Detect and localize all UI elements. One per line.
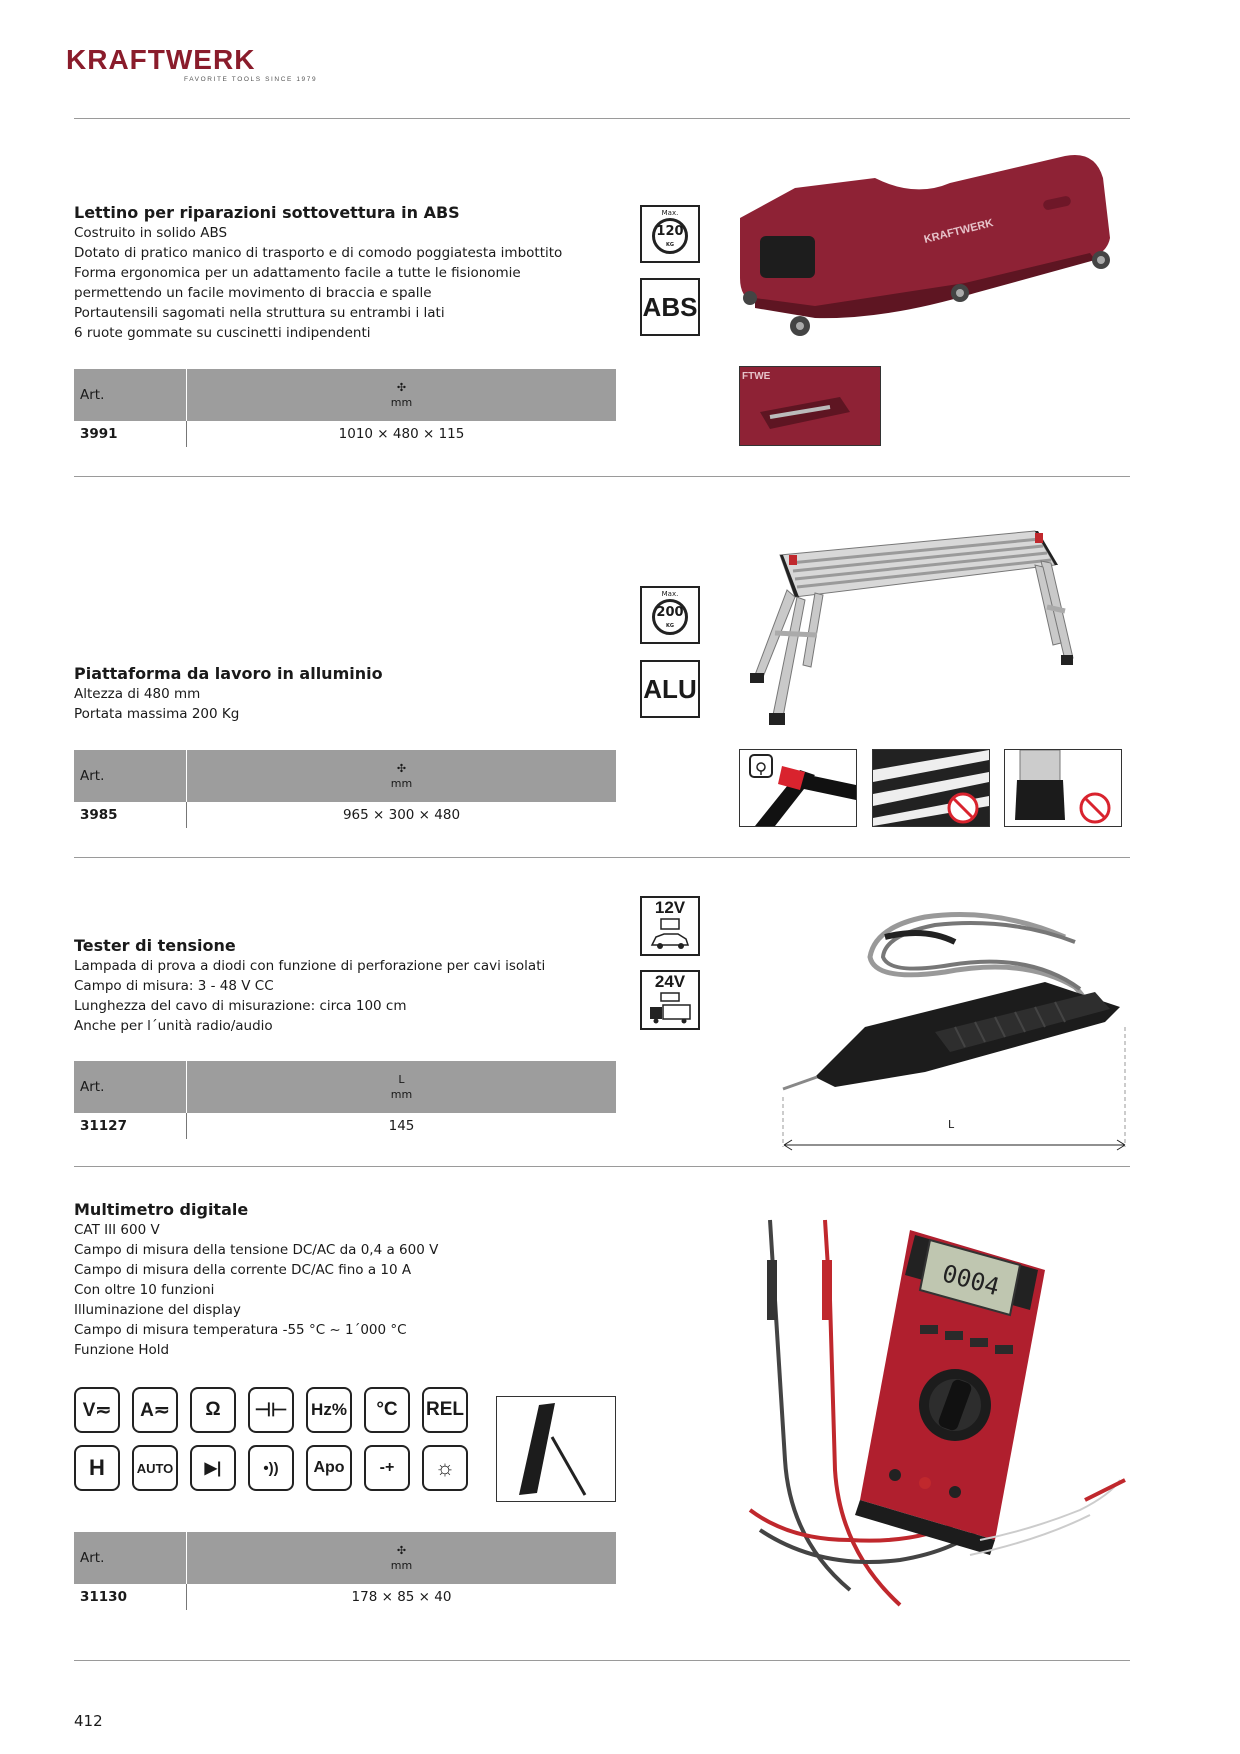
col-art: Art. bbox=[74, 750, 187, 802]
brand-logo bbox=[66, 46, 317, 83]
brand-tagline: FAVORITE TOOLS SINCE 1979 bbox=[184, 76, 318, 83]
product-title: Multimetro digitale bbox=[74, 1200, 249, 1219]
lock-hinge-image bbox=[740, 750, 856, 826]
voltage-label: 24V bbox=[654, 972, 686, 991]
rubber-foot-image bbox=[1005, 750, 1121, 826]
max-label: Max. bbox=[661, 590, 679, 598]
product-title: Piattaforma da lavoro in alluminio bbox=[74, 664, 383, 683]
table-row bbox=[74, 1584, 616, 1610]
description-line: Dotato di pratico manico di trasporto e di comodo poggiatesta imbottito bbox=[74, 245, 563, 261]
move-arrows-icon: ✣ bbox=[396, 381, 407, 394]
col-unit: mm bbox=[390, 1088, 413, 1101]
product-description bbox=[74, 1220, 438, 1360]
description-line: permettendo un facile movimento di braccia e spalle bbox=[74, 285, 432, 301]
continuity-icon: •)) bbox=[248, 1445, 294, 1491]
col-dimensions bbox=[187, 369, 617, 421]
product-description bbox=[74, 223, 562, 343]
tread-image bbox=[873, 750, 989, 826]
12v-car-badge bbox=[640, 896, 700, 956]
backlight-icon: ☼ bbox=[422, 1445, 468, 1491]
product-description bbox=[74, 684, 239, 724]
col-dimensions bbox=[187, 750, 617, 802]
description-line: Forma ergonomica per un adattamento facile a tutte le fisionomie bbox=[74, 265, 521, 281]
description-line: Campo di misura: 3 - 48 V CC bbox=[74, 978, 274, 994]
description-line: Portautensili sagomati nella struttura su entrambi i lati bbox=[74, 305, 445, 321]
foot-detail-thumbnail bbox=[1004, 749, 1122, 827]
col-art: Art. bbox=[74, 1061, 187, 1113]
divider bbox=[74, 1166, 1130, 1167]
stand-thumbnail bbox=[496, 1396, 616, 1502]
divider bbox=[74, 1660, 1130, 1661]
dimension-value: 178 × 85 × 40 bbox=[351, 1589, 452, 1605]
voltage-label: 12V bbox=[654, 898, 686, 917]
move-arrows-icon: ✣ bbox=[396, 762, 407, 775]
truck-battery-icon bbox=[648, 991, 692, 1025]
divider bbox=[74, 118, 1130, 119]
capacitance-icon: ⊣⊢ bbox=[248, 1387, 294, 1433]
resistance-icon: Ω bbox=[190, 1387, 236, 1433]
max-unit: KG bbox=[666, 242, 674, 248]
diode-icon: ▶| bbox=[190, 1445, 236, 1491]
art-number: 3991 bbox=[74, 421, 187, 447]
max-load-badge bbox=[640, 586, 700, 644]
double-arrow-icon bbox=[782, 1139, 1127, 1151]
description-line: Campo di misura della corrente DC/AC fino a 10 A bbox=[74, 1262, 412, 1278]
hold-icon: H bbox=[74, 1445, 120, 1491]
description-line: Altezza di 480 mm bbox=[74, 686, 201, 702]
description-line: 6 ruote gommate su cuscinetti indipendenti bbox=[74, 325, 371, 341]
col-unit: mm bbox=[390, 1559, 413, 1572]
col-art: Art. bbox=[74, 369, 187, 421]
display-reading: 0004 bbox=[939, 1259, 1003, 1302]
description-line: Campo di misura della tensione DC/AC da 0,4 a 600 V bbox=[74, 1242, 439, 1258]
table-row bbox=[74, 802, 616, 828]
dimension-label: L bbox=[948, 1118, 955, 1131]
description-line: CAT III 600 V bbox=[74, 1222, 160, 1238]
divider bbox=[74, 857, 1130, 858]
tool-tray-detail bbox=[740, 367, 880, 445]
description-line: Lampada di prova a diodi con funzione di perforazione per cavi isolati bbox=[74, 958, 546, 974]
description-line: Costruito in solido ABS bbox=[74, 225, 228, 241]
max-label: Max. bbox=[661, 209, 679, 217]
page-number: 412 bbox=[74, 1712, 103, 1730]
dimension-value: 1010 × 480 × 115 bbox=[338, 426, 465, 442]
product-title: Tester di tensione bbox=[74, 936, 236, 955]
dc-ac-current-icon: A≂ bbox=[132, 1387, 178, 1433]
description-line: Portata massima 200 Kg bbox=[74, 706, 240, 722]
move-arrows-icon: ✣ bbox=[396, 1544, 407, 1557]
col-unit: mm bbox=[390, 396, 413, 409]
voltage-tester-image bbox=[775, 897, 1130, 1147]
description-line: Lunghezza del cavo di misurazione: circa 100 cm bbox=[74, 998, 407, 1014]
brand-name: KRAFTWERK bbox=[66, 44, 256, 75]
dimension-arrow bbox=[782, 1136, 1127, 1148]
relative-icon: REL bbox=[422, 1387, 468, 1433]
material-badge: ALU bbox=[640, 660, 700, 718]
product-description bbox=[74, 956, 545, 1036]
description-line: Con oltre 10 funzioni bbox=[74, 1282, 215, 1298]
battery-icon: -+ bbox=[364, 1445, 410, 1491]
max-load-badge bbox=[640, 205, 700, 263]
auto-power-off-icon: Apo bbox=[306, 1445, 352, 1491]
dimension-value: 145 bbox=[388, 1118, 415, 1134]
multimeter-stand-image bbox=[497, 1397, 615, 1501]
car-battery-icon bbox=[648, 917, 692, 951]
svg-text:KRAFTWERK: KRAFTWERK bbox=[922, 217, 995, 246]
temperature-icon: °C bbox=[364, 1387, 410, 1433]
auto-range-icon: AUTO bbox=[132, 1445, 178, 1491]
no-slip-detail-thumbnail bbox=[872, 749, 990, 827]
table-header-row bbox=[74, 1061, 616, 1113]
spec-table bbox=[74, 1532, 616, 1610]
spec-table bbox=[74, 1061, 616, 1139]
max-value: 120 bbox=[656, 224, 684, 239]
table-header-row bbox=[74, 750, 616, 802]
product-title: Lettino per riparazioni sottovettura in ABS bbox=[74, 203, 460, 222]
description-line: Illuminazione del display bbox=[74, 1302, 241, 1318]
platform-image bbox=[735, 525, 1125, 730]
detail-thumbnail bbox=[739, 366, 881, 446]
material-badge: ABS bbox=[640, 278, 700, 336]
dimension-value: 965 × 300 × 480 bbox=[342, 807, 461, 823]
col-art: Art. bbox=[74, 1532, 187, 1584]
description-line: Anche per l´unità radio/audio bbox=[74, 1018, 273, 1034]
spec-table bbox=[74, 750, 616, 828]
art-number: 3985 bbox=[74, 802, 187, 828]
col-dimensions bbox=[187, 1061, 617, 1113]
table-header-row bbox=[74, 1532, 616, 1584]
weight-icon bbox=[652, 218, 688, 254]
col-dimensions bbox=[187, 1532, 617, 1584]
24v-truck-badge bbox=[640, 970, 700, 1030]
table-header-row bbox=[74, 369, 616, 421]
dc-ac-voltage-icon: V≂ bbox=[74, 1387, 120, 1433]
svg-text:FTWE: FTWE bbox=[742, 371, 771, 382]
art-number: 31130 bbox=[74, 1584, 187, 1610]
frequency-icon: Hz% bbox=[306, 1387, 352, 1433]
description-line: Campo di misura temperatura -55 °C ~ 1´000 °C bbox=[74, 1322, 407, 1338]
weight-icon bbox=[652, 599, 688, 635]
table-row bbox=[74, 1113, 616, 1139]
divider bbox=[74, 476, 1130, 477]
col-unit: mm bbox=[390, 777, 413, 790]
max-unit: KG bbox=[666, 623, 674, 629]
table-row bbox=[74, 421, 616, 447]
max-value: 200 bbox=[656, 605, 684, 620]
lock-detail-thumbnail bbox=[739, 749, 857, 827]
art-number: 31127 bbox=[74, 1113, 187, 1139]
creeper-image bbox=[735, 148, 1125, 338]
description-line: Funzione Hold bbox=[74, 1342, 170, 1358]
col-dim-label: L bbox=[398, 1073, 405, 1086]
multimeter-image bbox=[730, 1210, 1130, 1630]
spec-table bbox=[74, 369, 616, 447]
